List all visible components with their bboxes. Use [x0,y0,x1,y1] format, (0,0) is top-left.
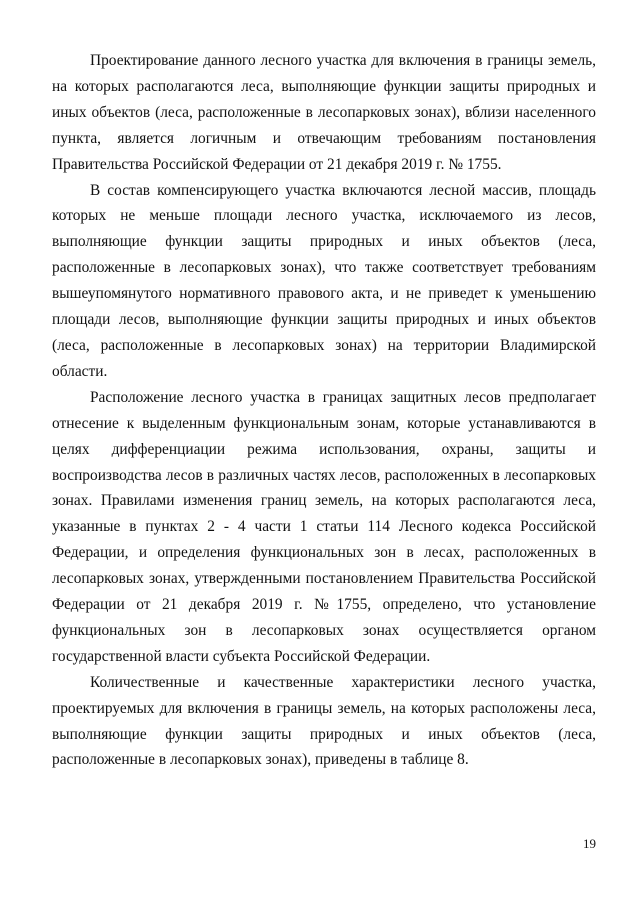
paragraph: В состав компенсирующего участка включаются лесной массив, площадь которых не меньше площади лесного участка, исключаемого из лесов, выполняющие функции защиты природных и иных объектов (леса, расположенные в лесопарковых зонах), что также соответствует требованиям вышеупомянутого нормативного правового акта, и не приведет к уменьшению площади лесов, выполняющие функции защиты природных и иных объектов (леса, расположенные в лесопарковых зонах) на территории Владимирской области. [52,181,596,380]
paragraph: Количественные и качественные характеристики лесного участка, проектируемых для включения в границы земель, на которых расположены леса, выполняющие функции защиты природных и иных объектов (леса, расположенные в лесопарковых зонах), приведены в таблице 8. [52,673,596,769]
paragraph: Расположение лесного участка в границах защитных лесов предполагает отнесение к выделенным функциональным зонам, которые устанавливаются в целях дифференциации режима использования, охраны, защиты и воспроизводства лесов в различных частях лесов, расположенных в лесопарковых зонах. Правилами изменения границ земель, на которых располагаются леса, указанные в пунктах 2 - 4 части 1 статьи 114 Лесного кодекса Российской Федерации, и определения функциональных зон в лесах, расположенных в лесопарковых зонах, утвержденными постановлением Правительства Российской Федерации от 21 декабря 2019 г. №1755, определено, что установление функциональных зон в лесопарковых зонах осуществляется органом государственной власти субъекта Российской Федерации. [52,388,596,665]
document-body [52,48,596,773]
paragraph: Проектирование данного лесного участка для включения в границы земель, на которых располагаются леса, выполняющие функции защиты природных и иных объектов (леса, расположенные в лесопарковых зонах), вблизи населенного пункта, является логичным и отвечающим требованиям постановления Правительства Российской Федерации от 21 декабря 2019 г. № 1755. [52,52,596,173]
page-number: 19 [583,836,596,851]
